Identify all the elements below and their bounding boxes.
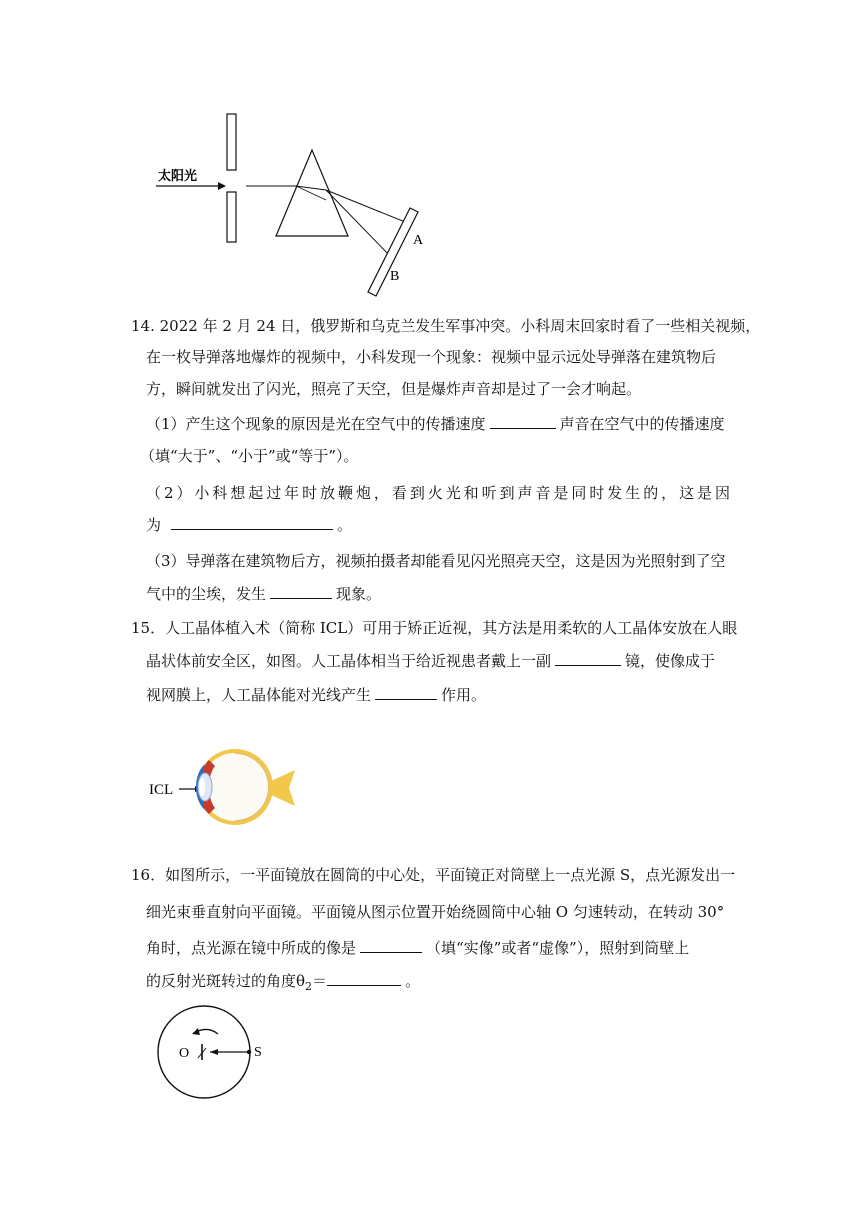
cylinder-mirror-figure [148,1004,278,1104]
prism [276,150,348,236]
q14-stem-line3: 方，瞬间就发出了闪光，照亮了天空，但是爆炸声音却是过了一会才响起。 [146,380,642,398]
q14-part1-line1 [146,414,725,434]
q16-line2: 细光束垂直射向平面镜。平面镜从图示位置开始绕圆筒中心轴 O 匀速转动，在转动 30° [146,903,725,921]
label-s: S [254,1045,262,1060]
q14-part2-line1: （2）小科想起过年时放鞭炮，看到火光和听到声音是同时发生的，这是因 [146,484,730,502]
q14-part2-end: 。 [337,516,353,534]
q15-line1: 15．人工晶体植入术（简称 ICL）可用于矫正近视，其方法是用柔软的人工晶体安放在人眼 [131,619,738,637]
q14-part3-line2 [146,584,381,604]
q14-part3-line1: （3）导弹落在建筑物后方，视频拍摄者却能看见闪光照亮天空，这是因为光照射到了空 [146,552,726,570]
q15-line3 [146,685,486,705]
optic-nerve [269,770,295,806]
sunlight-label: 太阳光 [158,168,198,183]
q16-line3-text-b: （填“实像”或者“虚像”），照射到筒壁上 [426,939,690,957]
label-a: A [413,233,424,248]
icl-label: ICL [149,782,174,798]
q14-part1-text-b: 声音在空气中的传播速度 [559,415,725,433]
q15-line2 [146,651,715,671]
q14-stem-line2: 在一枚导弹落地爆炸的视频中，小科发现一个现象：视频中显示远处导弹落在建筑物后 [146,348,717,366]
q14-stem-line1: 14. 2022 年 2 月 24 日，俄罗斯和乌克兰发生军事冲突。小科周末回家时看了一些相关视频， [131,317,761,335]
q16-line4-text-b: ＝ [312,972,328,990]
eye-icl-figure [145,742,305,828]
q15-line2-text-b: 镜，使像成于 [625,652,716,670]
q15-line2-text-a: 晶状体前安全区，如图。人工晶体相当于给近视患者戴上一副 [146,652,552,670]
point-light-source [247,1050,251,1054]
slit-screen-bottom [227,192,236,242]
prism-dispersion-figure [150,108,440,300]
q15-line3-text-b: 作用。 [441,686,487,704]
theta-subscript: 2 [305,980,313,993]
label-o: O [179,1046,190,1061]
q14-answer-blank-3[interactable] [270,584,332,599]
q16-line3-text-a: 角时，点光源在镜中所成的像是 [146,939,357,957]
q16-answer-blank-1[interactable] [360,938,422,953]
icl-lens [199,778,205,796]
q14-part2-line2 [146,515,352,535]
q16-line1: 16．如图所示，一平面镜放在圆筒的中心处，平面镜正对筒壁上一点光源 S，点光源发出一 [131,866,736,884]
slit-screen-top [227,114,236,170]
q15-line3-text-a: 视网膜上，人工晶体能对光线产生 [146,686,372,704]
q16-line4-text-a: 的反射光斑转过的角度θ [146,972,306,990]
q14-part3-text-a: 气中的尘埃，发生 [146,585,267,603]
q14-part1-text-a: （1）产生这个现象的原因是光在空气中的传播速度 [146,415,486,433]
q14-part1-line2: （填“大于”、“小于”或“等于”）。 [140,447,359,465]
q14-part2-text-a: 为 [146,516,162,534]
q14-answer-blank-2[interactable] [171,515,333,530]
q16-line4-end: 。 [405,972,421,990]
q14-answer-blank-1[interactable] [490,414,556,429]
q14-part3-text-b: 现象。 [336,585,382,603]
label-b: B [390,269,400,284]
q15-answer-blank-2[interactable] [375,685,437,700]
q16-line4 [146,971,420,997]
q15-answer-blank-1[interactable] [555,651,621,666]
q16-answer-blank-2[interactable] [327,971,401,986]
q16-line3 [146,938,689,958]
